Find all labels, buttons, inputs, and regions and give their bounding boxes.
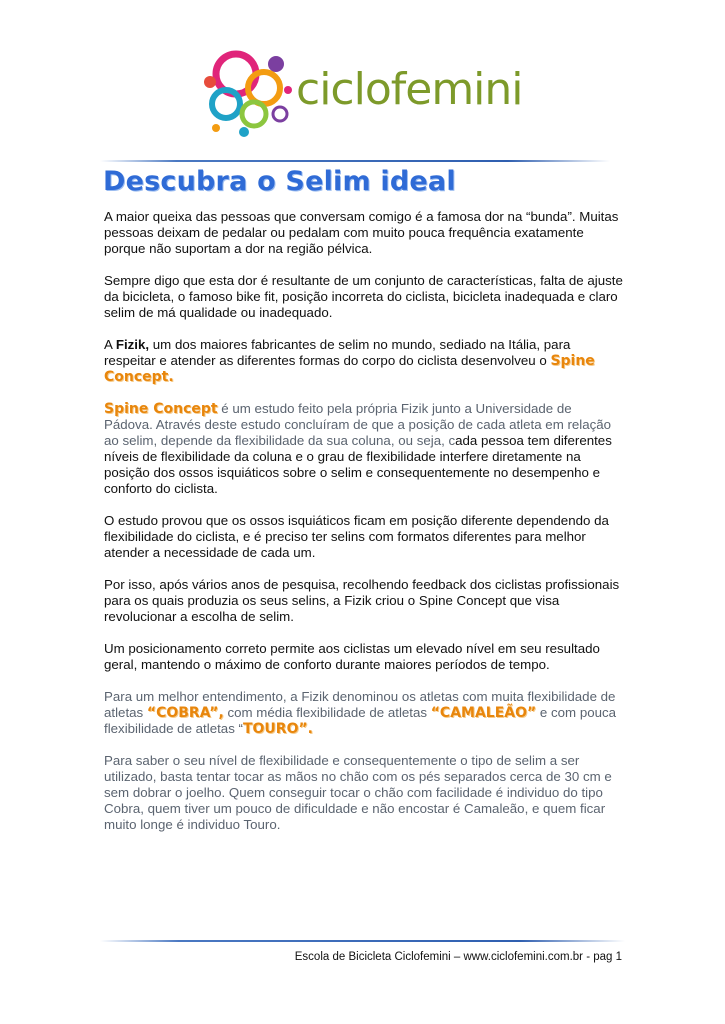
paragraph-7: Um posicionamento correto permite aos ciclistas um elevado nível em seu resultado geral, mantendo o máximo de conforto durante maiores períodos de tempo. — [104, 641, 600, 672]
fizik-bold: Fizik, — [115, 337, 150, 352]
spine-concept-highlight: Spine Concept. — [104, 353, 595, 385]
text-segment-gray: é um estudo feito pela própria Fizik junto a Universidade de Pádova. Através deste estudo concluíram de que a posição de cada atleta em relação ao selim, depende da flexibilidade da sua coluna, ou seja, c — [104, 401, 612, 448]
article-body — [104, 209, 624, 849]
cobra-highlight: “COBRA”, — [146, 705, 224, 721]
ciclofemini-logo — [196, 42, 536, 142]
logo-circles-icon — [196, 42, 306, 142]
camaleao-highlight: “CAMALEÃO” — [430, 705, 537, 721]
page-footer: Escola de Bicicleta Ciclofemini – www.ciclofemini.com.br - pag 1 — [294, 951, 622, 963]
text-segment: com média flexibilidade de atletas — [223, 705, 431, 720]
paragraph-3 — [104, 337, 624, 385]
footer-divider — [100, 940, 625, 942]
paragraph-2: Sempre digo que esta dor é resultante de um conjunto de características, falta de ajuste da bicicleta, o famoso bike fit, posição incorreta do ciclista, bicicleta inadequada e claro selim de má qualidade ou inadequado. — [104, 273, 623, 320]
touro-highlight: TOURO”. — [242, 721, 313, 737]
text-segment: A — [104, 337, 116, 352]
paragraph-6: Por isso, após vários anos de pesquisa, recolhendo feedback dos ciclistas profissionais para os quais produzia os seus selins, a Fizik criou o Spine Concept que visa revolucionar a escolha de selim. — [104, 577, 620, 624]
text-segment: um dos maiores fabricantes de selim no mundo, sediado na Itália, para respeitar e atender as diferentes formas do corpo do ciclista desenvolveu o — [104, 337, 571, 368]
paragraph-5: O estudo provou que os ossos isquiáticos ficam em posição diferente dependendo da flexibilidade do ciclista, e é preciso ter selins com formatos diferentes para melhor atender a necessidade de cada um. — [104, 513, 609, 560]
paragraph-1: A maior queixa das pessoas que conversam comigo é a famosa dor na “bunda”. Muitas pessoas deixam de pedalar ou pedalam com muito pouca frequência exatamente porque não suportam a dor na região pélvica. — [104, 209, 619, 256]
text-segment: e com pouca flexibilidade de atletas “ — [104, 705, 617, 736]
paragraph-9: Para saber o seu nível de flexibilidade e consequentemente o tipo de selim a ser utilizado, basta tentar tocar as mãos no chão com os pés separados cerca de 30 cm e sem dobrar o joelho. Quem conseguir tocar o chão com facilidade é individuo do tipo Cobra, quem tiver um pouco de dificuldade e não encostar é Camaleão, e quem ficar muito longe é individuo Touro. — [104, 753, 612, 832]
text-segment: ada pessoa tem diferentes níveis de flexibilidade da coluna e o grau de flexibilidade interfere diretamente na posição dos ossos isquiáticos sobre o selim e consequentemente no desempenho e conforto do ciclista. — [104, 433, 612, 496]
paragraph-4 — [104, 401, 624, 497]
page-title: Descubra o Selim ideal — [103, 166, 456, 197]
text-segment: Para um melhor entendimento, a Fizik denominou os atletas com muita flexibilidade de atletas — [104, 689, 616, 720]
paragraph-8 — [104, 689, 624, 737]
header-divider — [100, 160, 610, 162]
spine-concept-highlight: Spine Concept — [104, 401, 218, 417]
logo-text: ciclofemini — [296, 64, 523, 115]
